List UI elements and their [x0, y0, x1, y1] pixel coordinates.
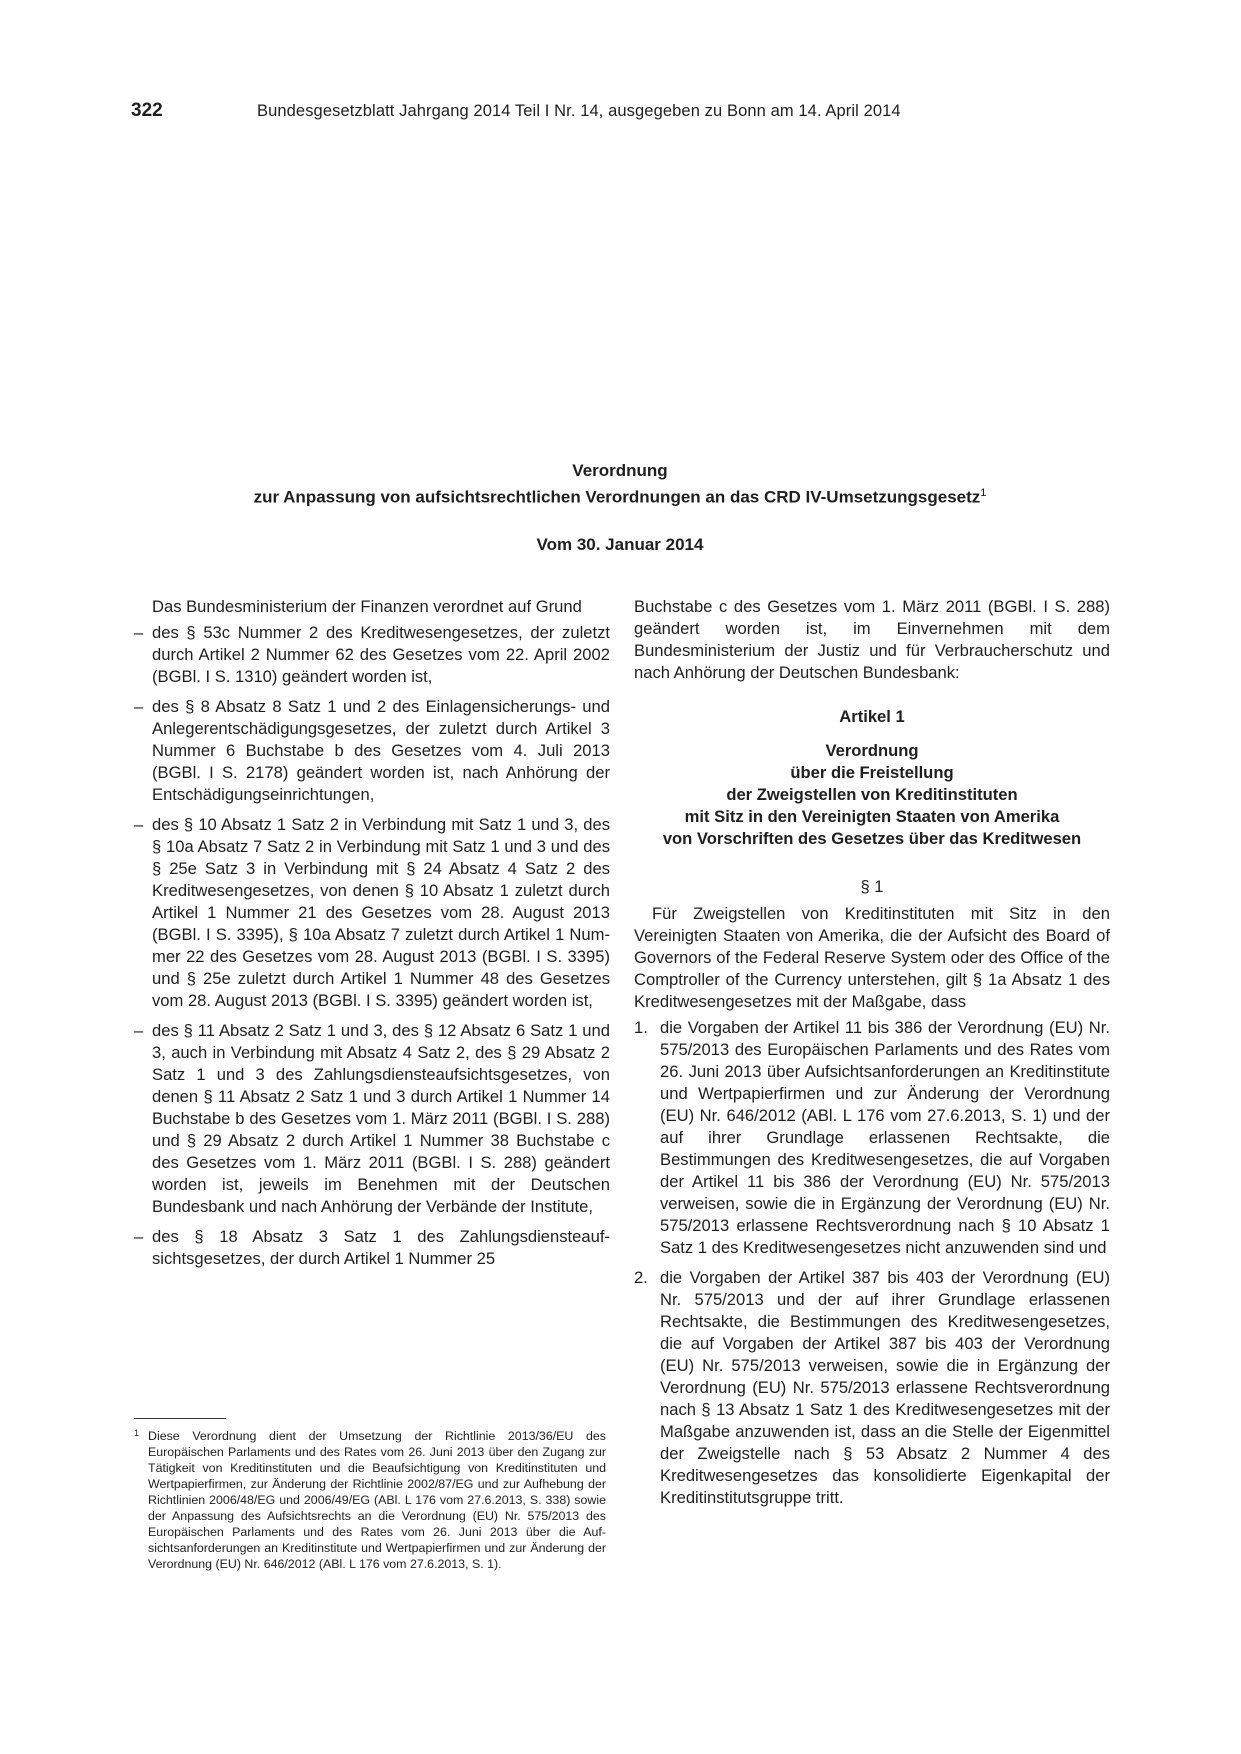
footnote-mark: 1 [134, 1428, 140, 1438]
list-item: – des § 11 Absatz 2 Satz 1 und 3, des § 12 Absatz 6 Satz 1 und 3, auch in Verbindung mit Absatz 4 Satz 2, des § 29 Absatz 2 Satz 1 und 3 des Zahlungsdiensteaufsichtsgesetzes, von denen § 11 Absatz 2 Satz 1 und 3 durch Artikel 1 Nummer 14 Buchstabe b des Gesetzes vom 1. März 2011 (BGBl. I S. 288) und § 29 Absatz 2 durch Artikel 1 Nummer 38 Buchstabe c des Gesetzes vom 1. März 2011 (BGBl. I S. 288) geändert worden ist, jeweils im Benehmen mit der Deutschen Bundesbank und nach Anhörung der Verbände der Institute, [134, 1020, 610, 1218]
title-line-2 [130, 482, 1110, 509]
section-sign: § 1 [860, 877, 884, 896]
list-text: die Vorgaben der Artikel 387 bis 403 der Verordnung (EU) Nr. 575/2013 und der auf ihrer Grundlage erlassenen Rechtsakte, die Bestimmungen des Kreditwesengesetzes, die auf Vorgaben der Artikel 387 bis 403 der Verordnung (EU) Nr. 575/2013 verweisen, sowie die in Ergänzung der Verordnung (EU) Nr. 575/2013 erlassene Rechtsverordnung nach § 13 Absatz 1 Satz 1 des Kreditwesengesetzes mit der Maßgabe anzuwenden ist, dass an die Stelle der Eigenmittel der Zweigstelle nach § 53 Absatz 2 Nummer 4 des Kreditwesengesetzes das konsolidierte Eigenkapital der Kreditinstitutsgruppe tritt. [660, 1268, 1110, 1507]
article-title-line: mit Sitz in den Vereinigten Staaten von Amerika [684, 807, 1060, 826]
article-title-line: der Zweigstellen von Kreditinstituten [726, 785, 1018, 804]
list-item: – des § 10 Absatz 1 Satz 2 in Verbindung mit Satz 1 und 3, des § 10a Absatz 7 Satz 2 in Verbindung mit Satz 1 und 3 und des § 25e Satz 3 in Verbindung mit § 24 Absatz 4 Satz 2 des Kreditwesengesetzes, von denen § 10 Absatz 1 zuletzt durch Artikel 1 Nummer 21 des Gesetzes vom 28. August 2013 (BGBl. I S. 3395), § 10a Absatz 7 zuletzt durch Artikel 1 Nummer 22 des Gesetzes vom 28. August 2013 (BGBl. I S. 3395) und § 25e zuletzt durch Artikel 1 Nummer 48 des Gesetzes vom 28. August 2013 (BGBl. I S. 3395) geändert worden ist, [134, 814, 610, 1012]
left-column [134, 596, 610, 1278]
numbered-list [634, 1017, 1110, 1509]
legal-basis-list [134, 622, 610, 1270]
footnote [134, 1428, 606, 1572]
title-line-1: Verordnung [572, 461, 668, 480]
footnote-divider [134, 1418, 226, 1419]
page-number: 322 [131, 100, 163, 121]
list-item [634, 1267, 1110, 1509]
list-item: – des § 53c Nummer 2 des Kreditwesengesetzes, der zuletzt durch Artikel 2 Nummer 62 des Gesetzes vom 22. April 2002 (BGBl. I S. 1310) geändert worden ist, [134, 622, 610, 688]
article-title-line: von Vorschriften des Gesetzes über das Kreditwesen [662, 829, 1082, 848]
list-number: 2. [634, 1268, 648, 1287]
article-heading: Artikel 1 [839, 707, 905, 726]
title-block [130, 460, 1110, 556]
list-text: die Vorgaben der Artikel 11 bis 386 der Verordnung (EU) Nr. 575/2013 des Europäischen Parlaments und des Rates vom 26. Juni 2013 über Aufsichtsanforderungen an Kreditinstitute und Wertpapierfirmen und zur Änderung der Verordnung (EU) Nr. 646/2012 (ABl. L 176 vom 27.6.2013, S. 1) und der auf ihrer Grundlage erlassenen Rechtsakte, die Bestimmungen des Kreditwesengesetzes, die auf Vorgaben der Artikel 11 bis 386 der Verordnung (EU) Nr. 575/2013 verweisen, sowie die in Ergänzung der Verordnung (EU) Nr. 575/2013 erlassene Rechtsverordnung nach § 10 Absatz 1 Satz 1 des Kreditwesengesetzes nicht anzuwenden sind und [660, 1018, 1110, 1257]
issue-date: Vom 30. Januar 2014 [536, 534, 704, 554]
article-title-line: über die Freistellung [790, 763, 954, 782]
list-item: – des § 8 Absatz 8 Satz 1 und 2 des Einlagensicherungs- und Anlegerentschädigungsgesetzes, der zuletzt durch Artikel 3 Nummer 6 Buchstabe b des Gesetzes vom 4. Juli 2013 (BGBl. I S. 2178) geändert worden ist, nach Anhörung der Entschädigungseinrichtungen, [134, 696, 610, 806]
list-number: 1. [634, 1018, 648, 1037]
title-text: zur Anpassung von aufsichtsrechtlichen Verordnungen an das CRD IV-Umsetzungsgesetz [253, 487, 981, 507]
list-item: – des § 18 Absatz 3 Satz 1 des Zahlungsdiensteaufsichtsgesetzes, der durch Artikel 1 Nummer 25 [134, 1226, 610, 1270]
running-head: Bundesgesetzblatt Jahrgang 2014 Teil I Nr. 14, ausgegeben zu Bonn am 14. April 2014 [257, 102, 901, 120]
footnote-text: Diese Verordnung dient der Umsetzung der Richtlinie 2013/36/EU des Europäischen Parlaments und des Rates vom 26. Juni 2013 über den Zugang zur Tätigkeit von Kreditinstituten und die Beaufsichtigung von Kreditinstituten und Wertpapierfirmen, zur Änderung der Richtlinie 2002/87/EG und zur Aufhebung der Richtlinien 2006/48/EG und 2006/49/EG (ABl. L 176 vom 27.6.2013, S. 338) sowie der Anpassung des Aufsichtsrechts an die Verordnung (EU) Nr. 575/2013 des Europäischen Parlaments und des Rates vom 26. Juni 2013 über die Aufsichtsanforderungen an Kreditinstitute und Wertpapierfirmen und zur Änderung der Verordnung (EU) Nr. 646/2012 (ABl. L 176 vom 27.6.2013, S. 1). [148, 1429, 606, 1571]
article-title [634, 740, 1110, 850]
list-item [634, 1017, 1110, 1259]
preamble-continuation: Buchstabe c des Gesetzes vom 1. März 2011 (BGBl. I S. 288) geändert worden ist, im Einvernehmen mit dem Bundesministerium der Justiz und für Verbraucherschutz und nach Anhörung der Deutschen Bundesbank: [634, 597, 1110, 682]
preamble-intro: Das Bundesministerium der Finanzen verordnet auf Grund [152, 597, 582, 616]
article-title-line: Verordnung [825, 741, 919, 760]
section-intro: Für Zweigstellen von Kreditinstituten mit Sitz in den Vereinigten Staaten von Amerika, die der Aufsicht des Board of Governors of the Federal Reserve System oder des Office of the Comptroller of the Currency unterstehen, gilt § 1a Absatz 1 des Kreditwesengesetzes mit der Maßgabe, dass [634, 904, 1110, 1011]
right-column [634, 596, 1110, 1517]
title-footnote-ref: 1 [980, 487, 987, 499]
